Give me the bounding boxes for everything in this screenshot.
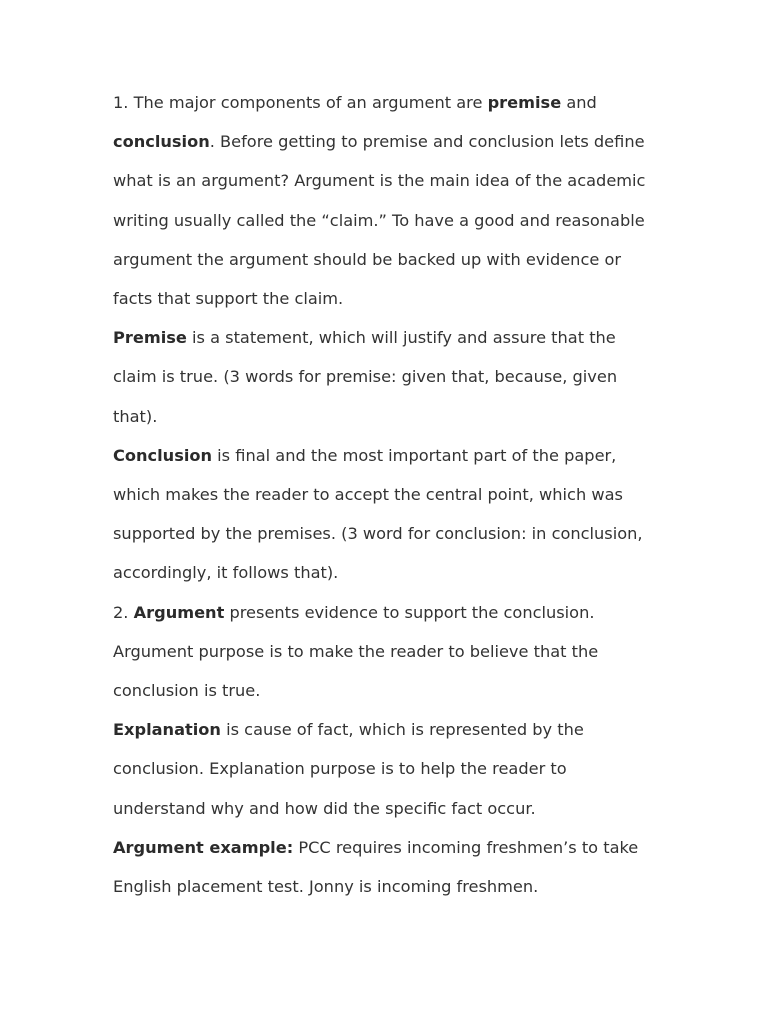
bold-term-premise: premise	[487, 93, 562, 112]
paragraph-premise	[113, 318, 658, 436]
text-run: is cause of fact, which is represented by the conclusion. Explanation purpose is to help the reader to understand why and how did the specific fact occur.	[113, 720, 584, 818]
text-run: presents evidence to support the conclusion. Argument purpose is to make the reader to believe that the conclusion is true.	[113, 602, 599, 701]
paragraph-conclusion	[113, 436, 658, 593]
bold-term-argument: Argument	[133, 602, 225, 622]
text-run: is final and the most important part of the paper, which makes the reader to accept the central point, which was supported by the premises. (3 word for conclusion: in conclusion, accordingly, it follows that).	[113, 445, 643, 583]
paragraph-explanation	[113, 710, 658, 828]
paragraph-argument	[113, 593, 658, 711]
bold-term-premise-heading: Premise	[113, 328, 187, 348]
text-run: and	[561, 93, 597, 112]
bold-term-argument-example: Argument example:	[113, 837, 294, 857]
paragraph-argument-example	[113, 828, 658, 906]
text-run: PCC requires incoming freshmen’s to take English placement test. Jonny is incoming freshmen.	[113, 837, 639, 897]
bold-term-conclusion: conclusion	[113, 132, 210, 152]
text-run: 2.	[113, 602, 134, 622]
bold-term-explanation: Explanation	[113, 720, 221, 740]
text-run: . Before getting to premise and conclusion lets define what is an argument? Argument is the main idea of the academic writing usually called the “claim.” To have a good and reasonable argument the argument should be backed up with evidence or facts that support the claim.	[113, 132, 646, 309]
bold-term-conclusion-heading: Conclusion	[113, 445, 213, 465]
document-body	[113, 83, 658, 906]
text-run: 1. The major components of an argument are	[113, 93, 488, 112]
text-run: is a statement, which will justify and assure that the claim is true. (3 words for premise: given that, because, given that).	[113, 328, 618, 426]
paragraph-components	[113, 83, 658, 318]
